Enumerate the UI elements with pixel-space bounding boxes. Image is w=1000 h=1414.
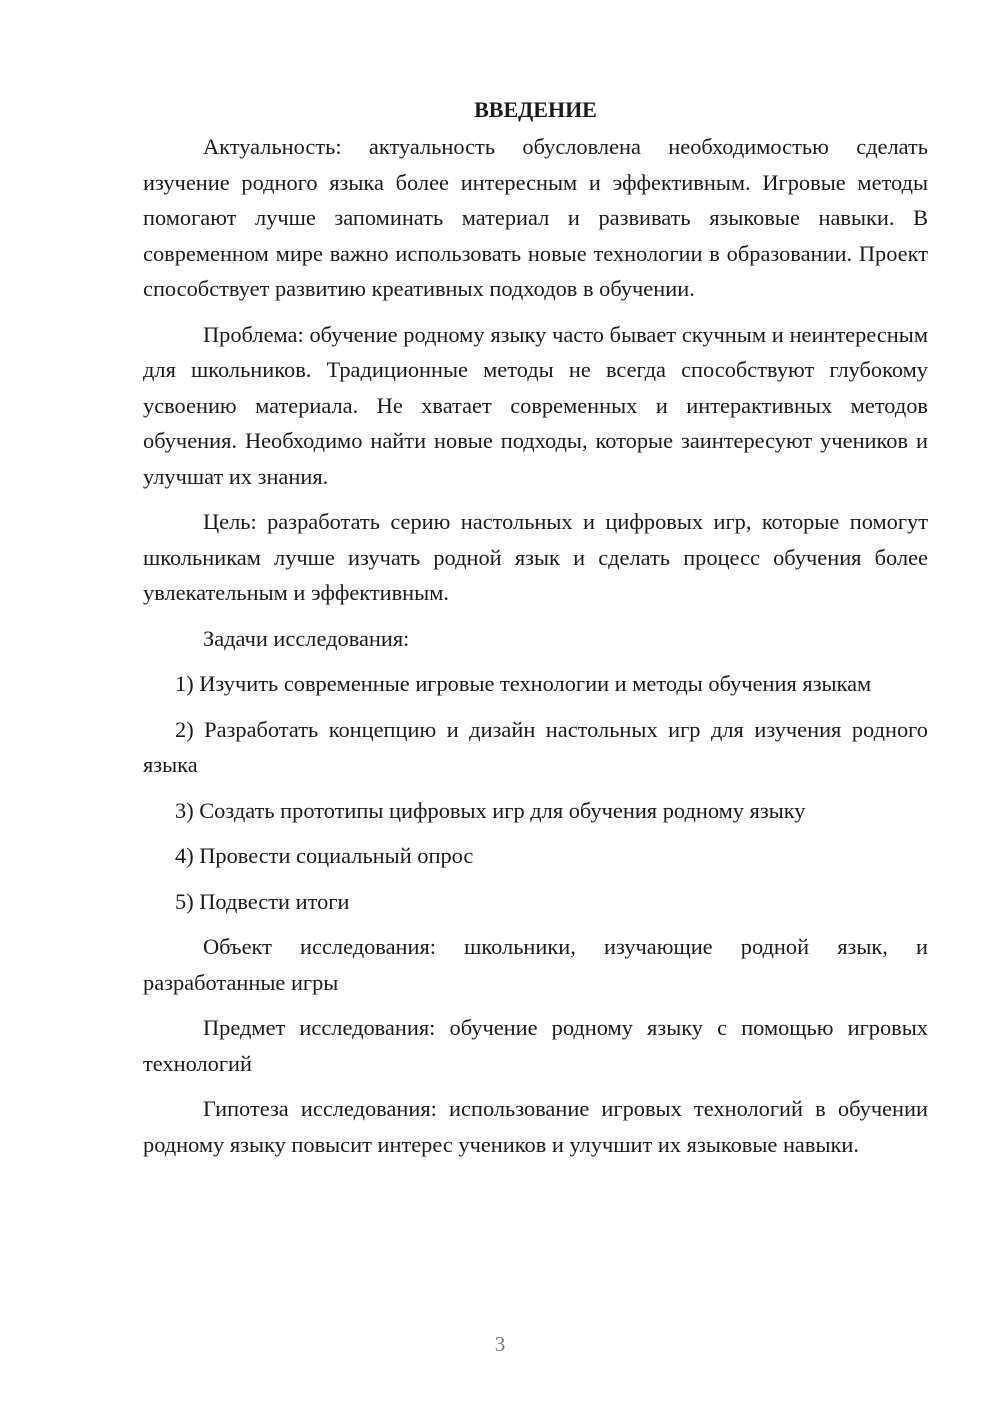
hypothesis-paragraph: Гипотеза исследования: использование игровых технологий в обучении родному языку повысит интерес учеников и улучшит их языковые навыки.: [143, 1096, 928, 1157]
relevance-paragraph: Актуальность: актуальность обусловлена необходимостью сделать изучение родного языка более интересным и эффективным. Игровые методы помогают лучше запоминать материал и развивать языковые навыки. В современном мире важно использовать новые технологии в образовании. Проект способствует развитию креативных подходов в обучении.: [143, 134, 928, 301]
problem-paragraph: Проблема: обучение родному языку часто бывает скучным и неинтересным для школьников. Традиционные методы не всегда способствуют глубокому усвоению материала. Не хватает современных и интерактивных методов обучения. Необходимо найти новые подходы, которые заинтересуют учеников и улучшат их знания.: [143, 321, 928, 489]
tasks-heading: Задачи исследования:: [203, 625, 410, 651]
document-page: [143, 92, 928, 1172]
task-item: 1) Изучить современные игровые технологии и методы обучения языкам: [175, 671, 872, 696]
page-number: 3: [494, 1332, 506, 1356]
subject-paragraph: Предмет исследования: обучение родному языку с помощью игровых технологий: [143, 1015, 928, 1076]
task-item: 5) Подвести итоги: [175, 888, 350, 914]
object-paragraph: Объект исследования: школьники, изучающие родной язык, и разработанные игры: [143, 934, 928, 995]
task-item: 4) Провести социальный опрос: [175, 843, 474, 868]
document-title: ВВЕДЕНИЕ: [474, 97, 597, 122]
goal-paragraph: Цель: разработать серию настольных и цифровых игр, которые помогут школьникам лучше изучать родной язык и сделать процесс обучения более увлекательным и эффективным.: [143, 509, 928, 605]
task-item: 3) Создать прототипы цифровых игр для обучения родному языку: [175, 797, 806, 823]
task-item: 2) Разработать концепцию и дизайн настольных игр для изучения родного языка: [143, 716, 928, 777]
